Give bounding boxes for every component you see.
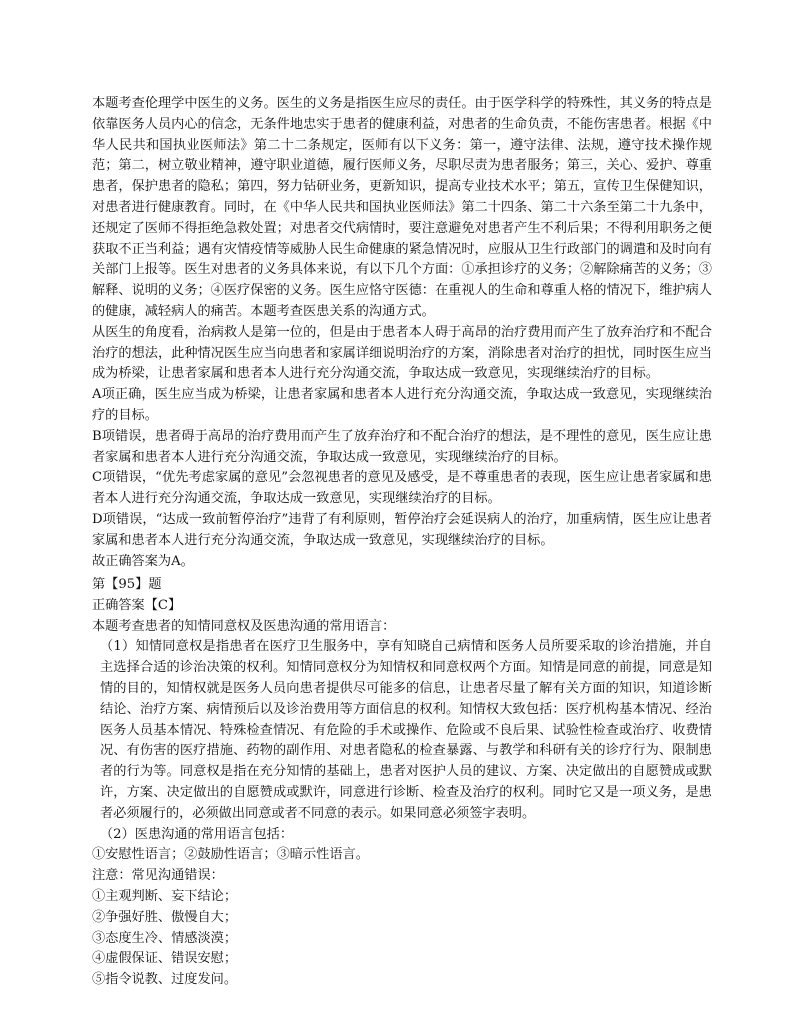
explanation-conclusion: 故正确答案为A。 xyxy=(92,553,194,569)
point-communication-language: （2）医患沟通的常用语言包括： xyxy=(100,826,294,842)
note-title: 注意：常见沟通错误： xyxy=(92,868,224,884)
explanation-paragraph-doctor-view: 从医生的角度看，治病救人是第一位的，但是由于患者本人碍于高昂的治疗费用而产生了放弃治疗和不配合治疗的想法，此种情况医生应当向患者和家属详细说明治疗的方案，消除患者对治疗的担忧，同时医生应当成为桥梁，让患者家属和患者本人进行充分沟通交流，争取达成一致意见，实现继续治疗的目标。 xyxy=(92,324,712,382)
error-item: ④虚假保证、错误安慰； xyxy=(92,951,238,967)
explanation-option-c: C项错误，“优先考虑家属的意见”会忽视患者的意见及感受，是不尊重患者的表现，医生应让患者家属和患者本人进行充分沟通交流，争取达成一致意见，实现继续治疗的目标。 xyxy=(92,470,712,507)
question-intro: 本题考查患者的知情同意权及医患沟通的常用语言： xyxy=(92,618,396,634)
error-item: ②争强好胜、傲慢自大； xyxy=(92,909,238,925)
correct-answer: 正确答案【C】 xyxy=(92,597,182,613)
explanation-section xyxy=(92,94,712,572)
error-item: ⑤指令说教、过度发问。 xyxy=(92,972,238,988)
question-title: 第【95】题 xyxy=(92,577,162,592)
explanation-option-d: D项错误，“达成一致前暂停治疗”违背了有利原则，暂停治疗会延误病人的治疗，加重病情，医生应让患者家属和患者本人进行充分沟通交流，争取达成一致意见，实现继续治疗的目标。 xyxy=(92,511,712,548)
explanation-option-b: B项错误，患者碍于高昂的治疗费用而产生了放弃治疗和不配合治疗的想法，是不理性的意见，医生应让患者家属和患者本人进行充分沟通交流，争取达成一致意见，实现继续治疗的目标。 xyxy=(92,428,712,465)
explanation-option-a: A项正确，医生应当成为桥梁，让患者家属和患者本人进行充分沟通交流，争取达成一致意见，实现继续治疗的目标。 xyxy=(92,387,712,423)
language-types: ①安慰性语言；②鼓励性语言；③暗示性语言。 xyxy=(92,847,369,863)
question-95-section xyxy=(92,575,712,991)
error-item: ①主观判断、妄下结论； xyxy=(92,888,238,904)
explanation-paragraph-ethics: 本题考查伦理学中医生的义务。医生的义务是指医生应尽的责任。由于医学科学的特殊性，其义务的特点是依靠医务人员内心的信念，无条件地忠实于患者的健康利益，对患者的生命负责，不能伤害患者。根据《中华人民共和国执业医师法》第二十二条规定，医师有以下义务：第一，遵守法律、法规，遵守技术操作规范；第二，树立敬业精神，遵守职业道德，履行医师义务，尽职尽责为患者服务；第三，关心、爱护、尊重患者，保护患者的隐私；第四，努力钻研业务，更新知识，提高专业技术水平；第五，宣传卫生保健知识，对患者进行健康教育。同时，在《中华人民共和国执业医师法》第二十四条、第二十六条至第二十九条中，还规定了医师不得拒绝急救处置；对患者交代病情时，要注意避免对患者产生不利后果；不得利用职务之便获取不正当利益；遇有灾情疫情等威胁人民生命健康的紧急情况时，应服从卫生行政部门的调遣和及时向有关部门上报等。医生对患者的义务具体来说，有以下几个方面：①承担诊疗的义务；②解除痛苦的义务；③解释、说明的义务；④医疗保密的义务。医生应恪守医德：在重视人的生命和尊重人格的情况下，维护病人的健康，减轻病人的痛苦。本题考查医患关系的沟通方式。 xyxy=(92,96,712,319)
error-item: ③态度生冷、情感淡漠； xyxy=(92,930,238,946)
point-informed-consent: （1）知情同意权是指患者在医疗卫生服务中，享有知晓自己病情和医务人员所要采取的诊治措施，并自主选择合适的诊治决策的权利。知情同意权分为知情权和同意权两个方面。知情是同意的前提，同意是知情的目的，知情权就是医务人员向患者提供尽可能多的信息，让患者尽量了解有关方面的知识，知道诊断结论、治疗方案、病情预后以及诊治费用等方面信息的权利。知情权大致包括：医疗机构基本情况、经治医务人员基本情况、特殊检查情况、有危险的手术或操作、危险或不良后果、试验性检查或治疗、收费情况、有伤害的医疗措施、药物的副作用、对患者隐私的检查暴露、与教学和科研有关的诊疗行为、限制患者的行为等。同意权是指在充分知情的基础上，患者对医护人员的建议、方案、决定做出的自愿赞成或默许，方案、决定做出的自愿赞成或默许，同意进行诊断、检查及治疗的权利。同时它又是一项义务，是患者必须履行的，必须做出同意或者不同意的表示。如果同意必须签字表明。 xyxy=(100,639,712,821)
